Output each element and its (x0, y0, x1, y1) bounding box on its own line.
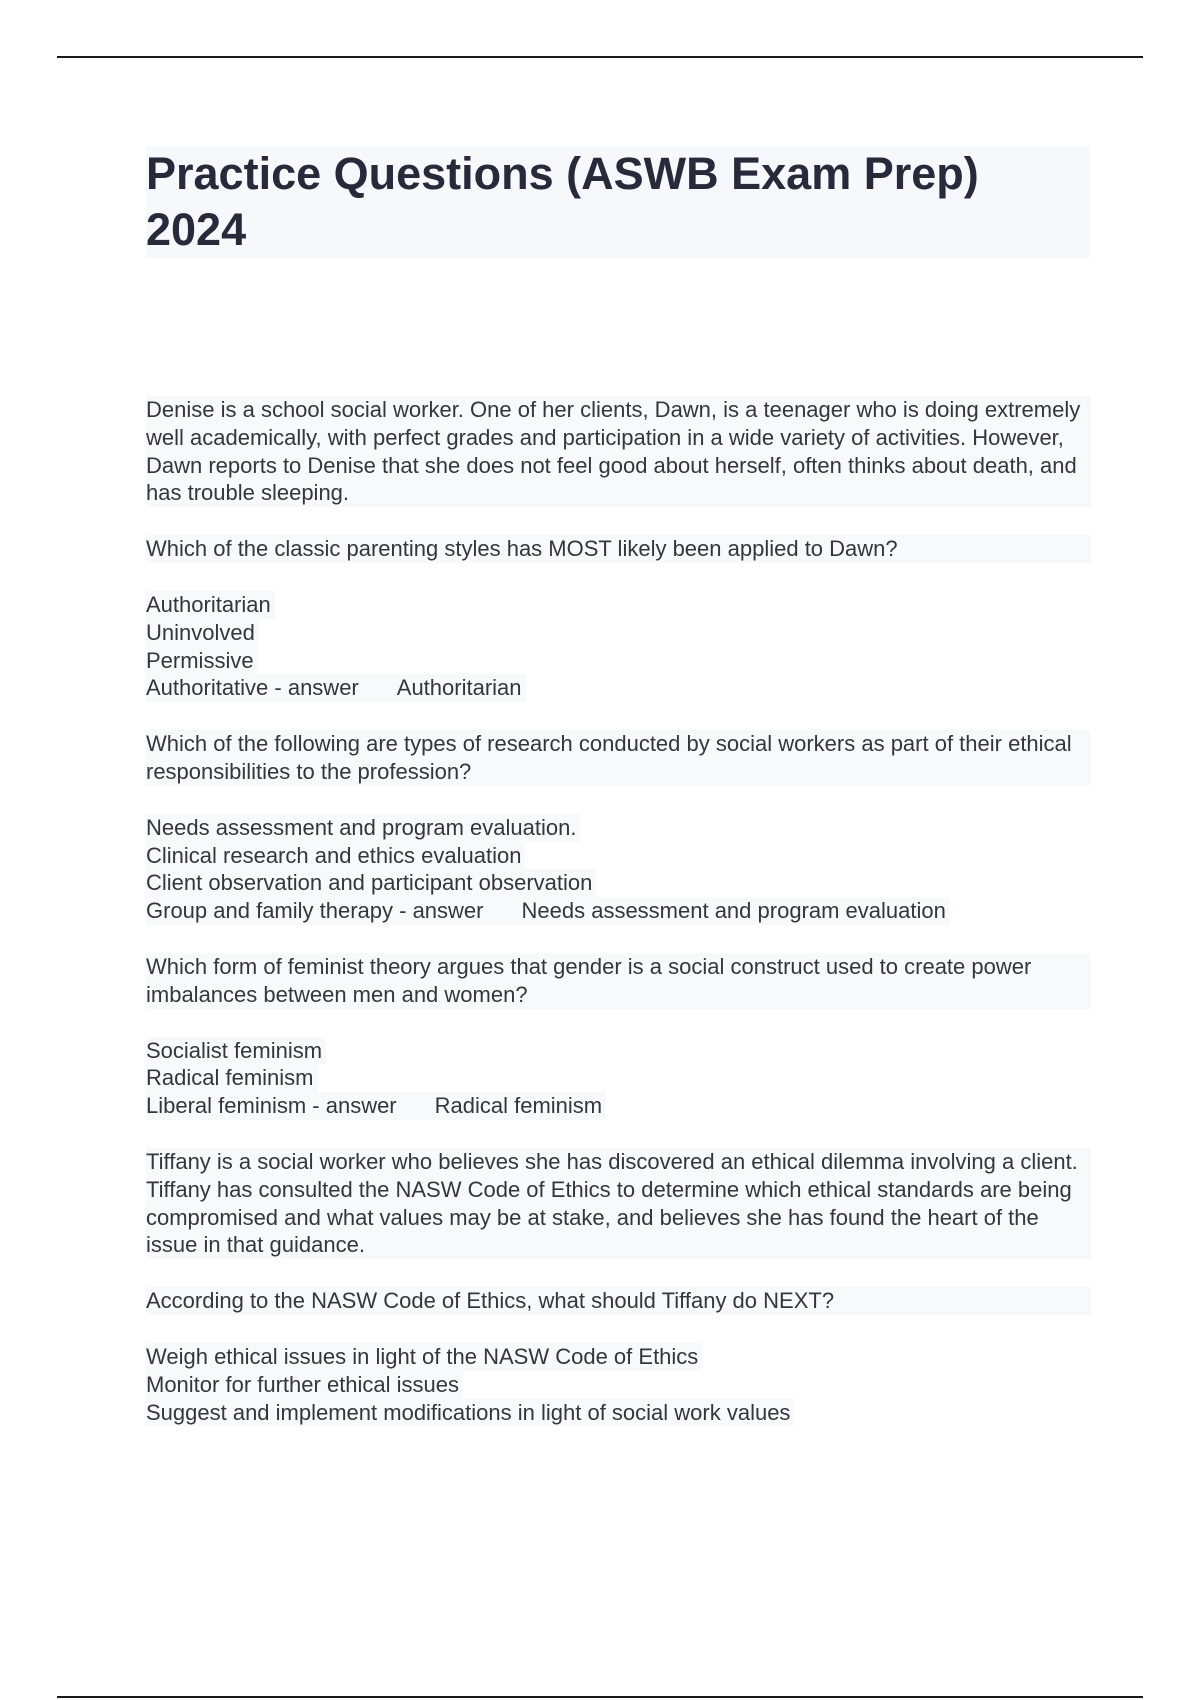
question-1-prompt: Which of the classic parenting styles has MOST likely been applied to Dawn? (146, 535, 1091, 563)
document-content (146, 146, 1091, 1454)
question-4-options (146, 1343, 1091, 1426)
option-with-answer (146, 897, 950, 925)
option: Client observation and participant observation (146, 869, 596, 897)
option: Monitor for further ethical issues (146, 1371, 463, 1399)
option: Authoritarian (146, 591, 275, 619)
question-2-prompt: Which of the following are types of research conducted by social workers as part of their ethical responsibilities to the profession? (146, 730, 1091, 786)
question-3 (146, 953, 1091, 1120)
option: Clinical research and ethics evaluation (146, 842, 525, 870)
option: Weigh ethical issues in light of the NASW Code of Ethics (146, 1343, 702, 1371)
option: Needs assessment and program evaluation. (146, 814, 580, 842)
option: Permissive (146, 647, 258, 675)
question-2 (146, 730, 1091, 925)
document-body (146, 396, 1091, 1426)
last-option: Liberal feminism - answer (146, 1093, 397, 1119)
option: Uninvolved (146, 619, 259, 647)
question-4-stem: Tiffany is a social worker who believes she has discovered an ethical dilemma involving a client. Tiffany has consulted the NASW Code of Ethics to determine which ethical standards are being compromised and what values may be at stake, and believes she has found the heart of the issue in that guidance. (146, 1148, 1091, 1259)
question-3-prompt: Which form of feminist theory argues that gender is a social construct used to create power imbalances between men and women? (146, 953, 1091, 1009)
question-2-options (146, 814, 1091, 925)
answer: Needs assessment and program evaluation (521, 898, 946, 924)
option: Radical feminism (146, 1064, 318, 1092)
answer: Radical feminism (434, 1093, 603, 1119)
option: Socialist feminism (146, 1037, 326, 1065)
top-rule (57, 56, 1143, 58)
question-3-options (146, 1037, 1091, 1120)
question-4-prompt: According to the NASW Code of Ethics, what should Tiffany do NEXT? (146, 1287, 1091, 1315)
option-with-answer (146, 674, 526, 702)
answer: Authoritarian (396, 675, 522, 701)
question-1 (146, 396, 1091, 702)
question-1-stem: Denise is a school social worker. One of her clients, Dawn, is a teenager who is doing extremely well academically, with perfect grades and participation in a wide variety of activities. However, Dawn reports to Denise that she does not feel good about herself, often thinks about death, and has trouble sleeping. (146, 396, 1091, 507)
option-with-answer (146, 1092, 606, 1120)
bottom-rule (57, 1696, 1143, 1698)
question-1-options (146, 591, 1091, 702)
last-option: Group and family therapy - answer (146, 898, 484, 924)
document-title: Practice Questions (ASWB Exam Prep) 2024 (146, 146, 1090, 258)
option: Suggest and implement modifications in light of social work values (146, 1399, 794, 1427)
question-4 (146, 1148, 1091, 1426)
last-option: Authoritative - answer (146, 675, 359, 701)
